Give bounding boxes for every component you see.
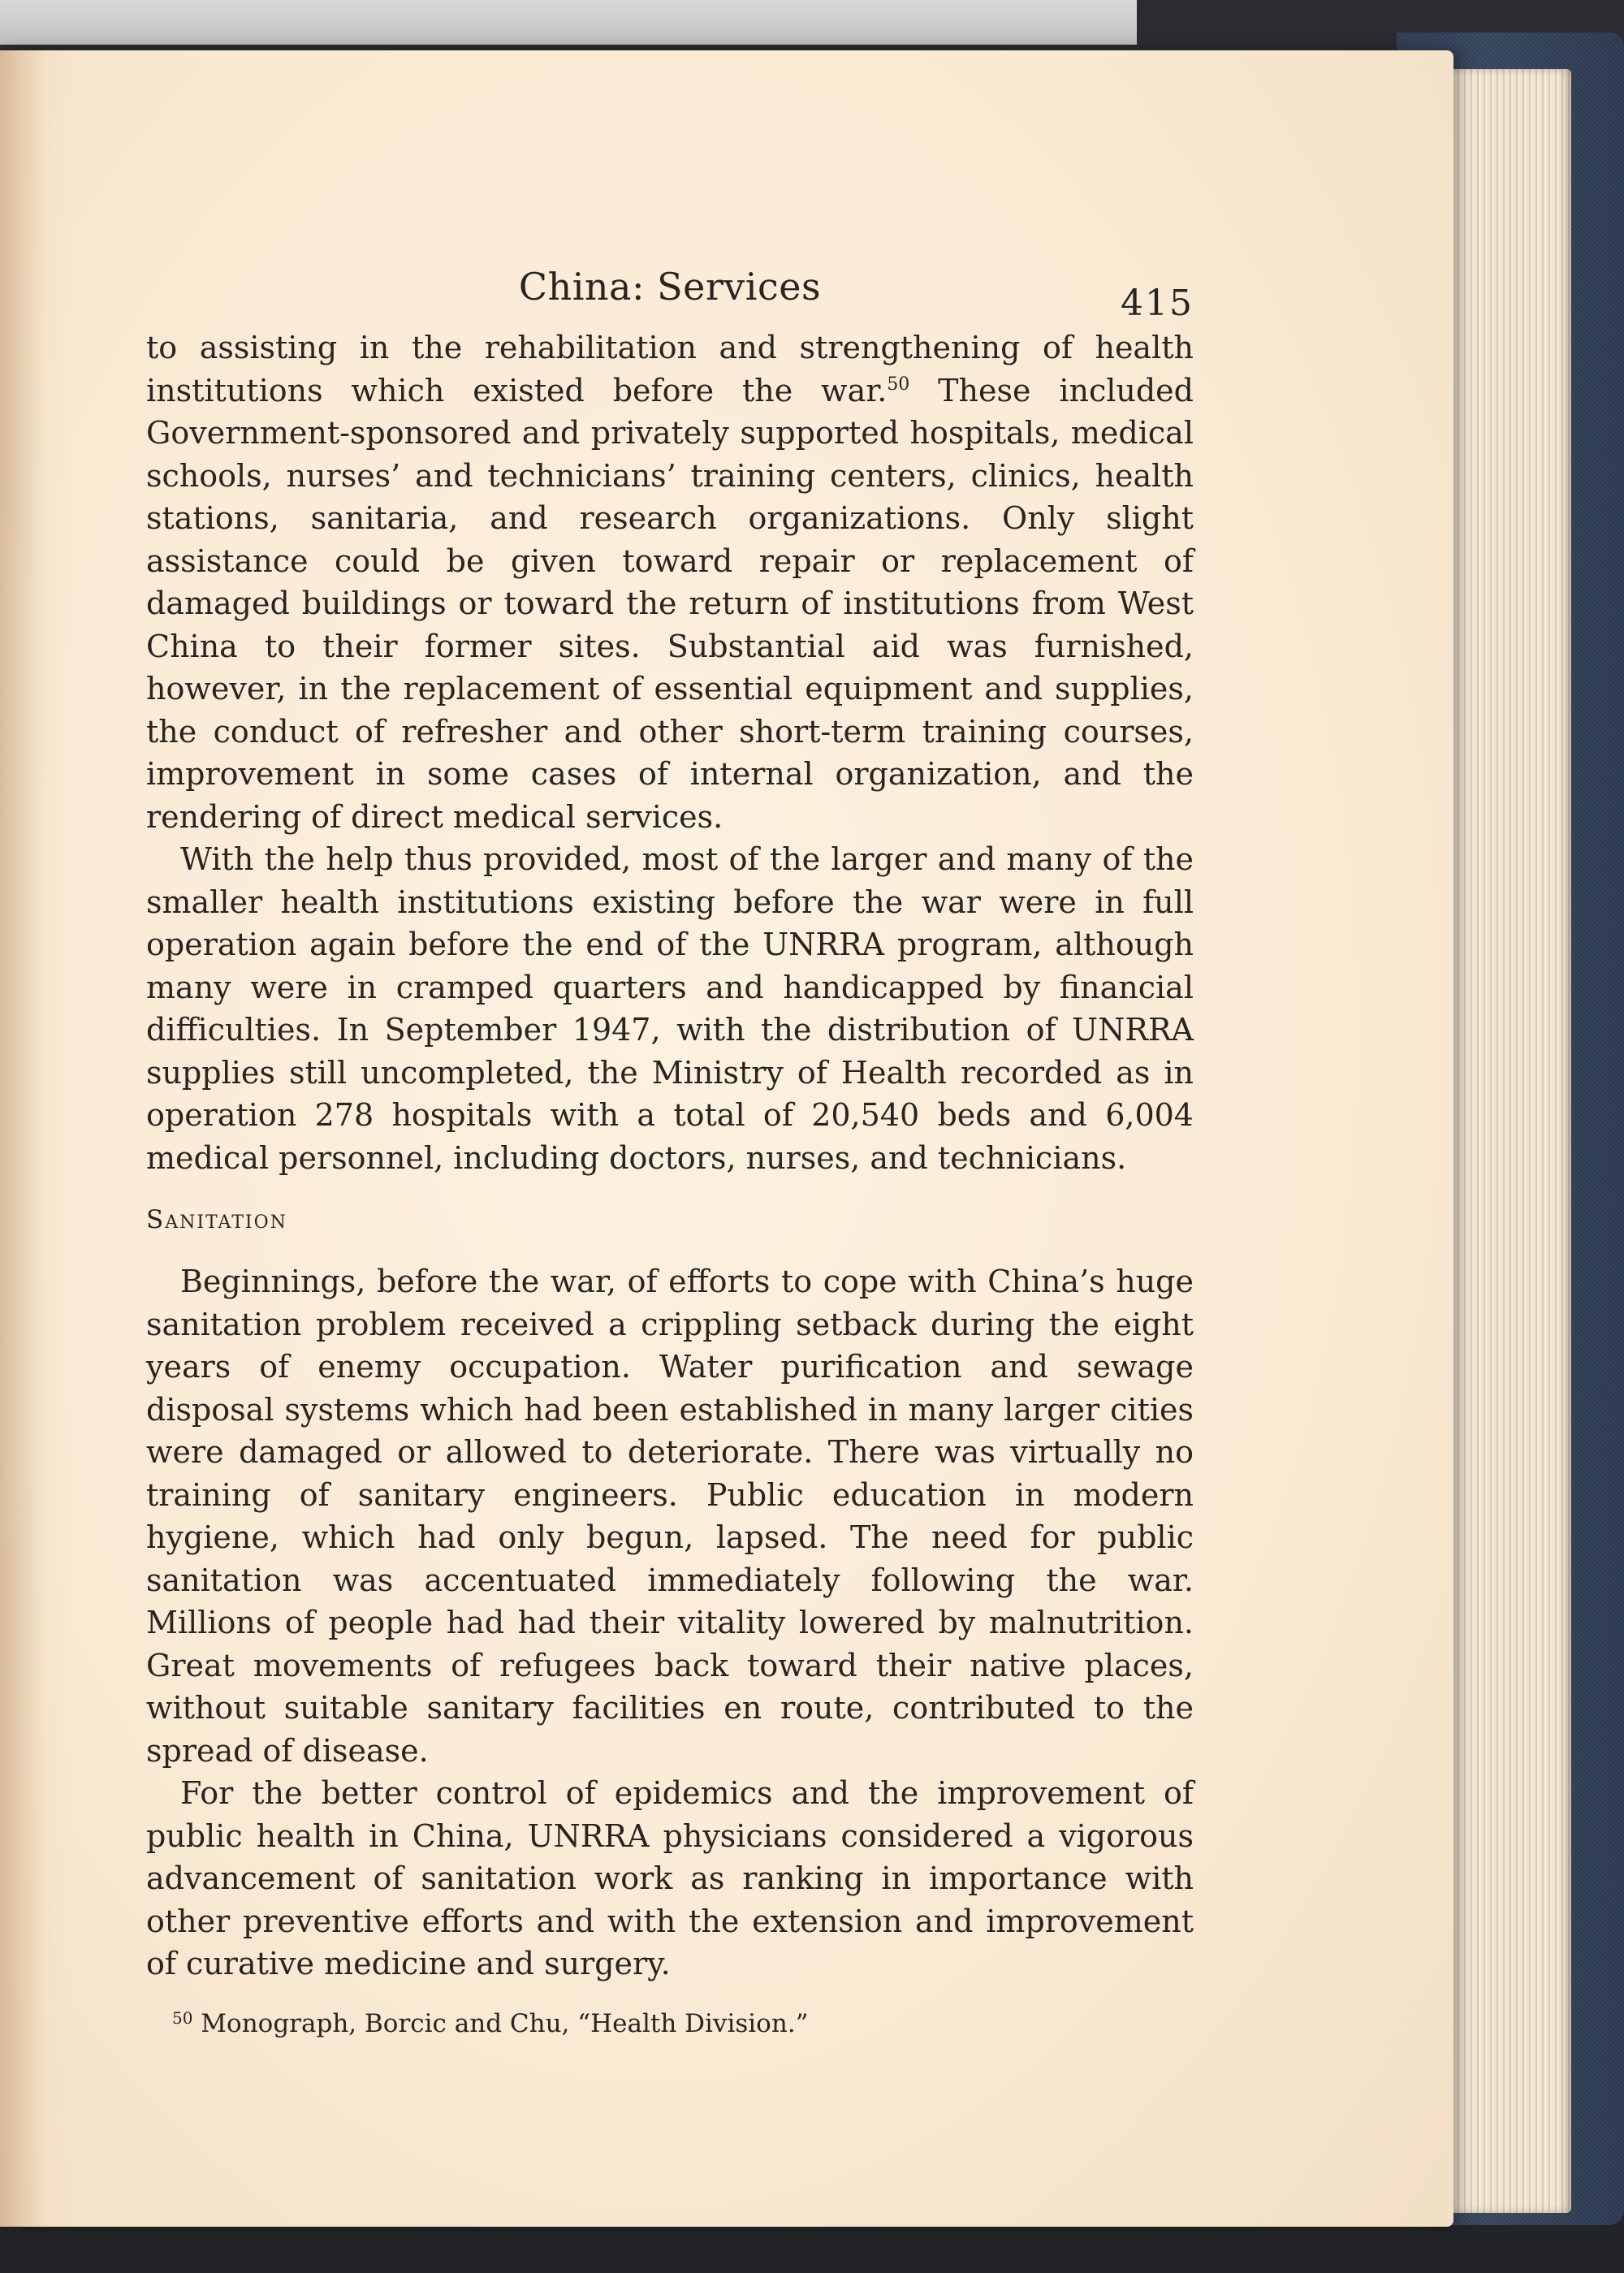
page-text-block	[146, 221, 1194, 2041]
footnote-text: Monograph, Borcic and Chu, “Health Division.”	[192, 2008, 809, 2038]
paragraph-1	[146, 326, 1194, 838]
page-number: 415	[1121, 283, 1194, 324]
footnote-marker: 50	[172, 2007, 193, 2028]
body-text	[146, 326, 1194, 2041]
paragraph-3: Beginnings, before the war, of efforts to cope with China’s huge sanitation problem received a crippling setback during the eight years of enemy occupation. Water purification and sewage disposal systems which had been established in many larger cities were damaged or allowed to deteriorate. There was virtually no training of sanitary engineers. Public education in modern hygiene, which had only begun, lapsed. The need for public sanitation was accentuated immediately following the war. Millions of people had had their vitality lowered by malnutrition. Great movements of refugees back toward their native places, without suitable sanitary facilities en route, contributed to the spread of disease.	[146, 1264, 1194, 1769]
paragraph-1-part-b: These included Government-sponsored and privately supported hospitals, medical schools, nurses’ and technicians’ training centers, clinics, health stations, sanitaria, and research organizations. Only slight assistance could be given toward repair or replacement of damaged buildings or toward the return of institutions from West China to their former sites. Substantial aid was furnished, however, in the replacement of essential equipment and supplies, the conduct of refresher and other short-term training courses, improvement in some cases of internal organization, and the rendering of direct medical services.	[146, 372, 1194, 835]
paragraph-2: With the help thus provided, most of the larger and many of the smaller health institutions existing before the war were in full operation again before the end of the UNRRA program, although many were in cramped quarters and handicapped by financial difficulties. In September 1947, with the distribution of UNRRA supplies still uncompleted, the Ministry of Health recorded as in operation 278 hospitals with a total of 20,540 beds and 6,004 medical personnel, including doctors, nurses, and technicians.	[146, 841, 1194, 1176]
footnote	[146, 2007, 1194, 2041]
footnote-reference: 50	[887, 374, 910, 395]
section-heading: Sanitation	[146, 1205, 287, 1234]
running-head	[146, 221, 1194, 324]
gutter-shadow	[0, 50, 73, 2227]
book-page	[0, 50, 1453, 2227]
running-head-title: China: Services	[518, 265, 822, 309]
paragraph-1-part-a: to assisting in the rehabilitation and strengthening of health institutions which existed before the war.	[146, 330, 1194, 408]
background-strip	[0, 0, 1137, 45]
paragraph-4: For the better control of epidemics and the improvement of public health in China, UNRRA physicians considered a vigorous advancement of sanitation work as ranking in importance with other preventive efforts and with the extension and improvement of curative medicine and surgery.	[146, 1775, 1194, 1981]
